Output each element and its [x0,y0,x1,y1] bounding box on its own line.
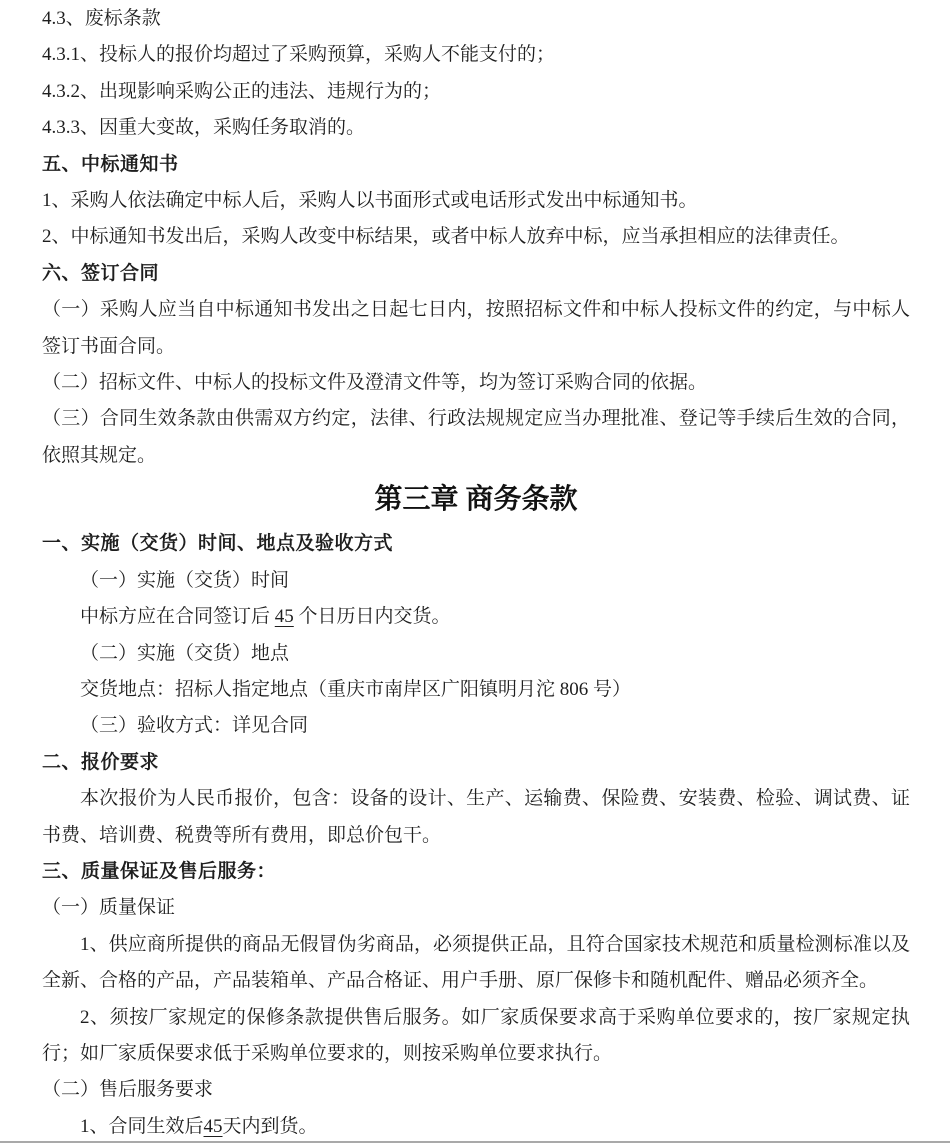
quote-requirement-text: 本次报价为人民币报价，包含：设备的设计、生产、运输费、保险费、安装费、检验、调试费、证书费、培训费、税费等所有费用，即总价包干。 [42,788,910,846]
ch3-section-3-heading: 三、质量保证及售后服务： [42,860,277,882]
delivery-time-heading: （一）实施（交货）时间 [80,569,290,591]
chapter-title: 第三章 商务条款 [374,484,578,516]
ch3-section-1-heading: 一、实施（交货）时间、地点及验收方式 [42,533,394,555]
acceptance-method: （三）验收方式：详见合同 [80,715,309,737]
delivery-place-text: 交货地点：招标人指定地点（重庆市南岸区广阳镇明月沱 806 号） [80,678,632,700]
text-segment: 1、合同生效后 [80,1115,204,1137]
clause-4-3-3: 4.3.3、因重大变故，采购任务取消的。 [42,117,366,139]
quality-guarantee-item-1: 1、供应商所提供的商品无假冒伪劣商品，必须提供正品，且符合国家技术规范和质量检测标准以及全新、合格的产品，产品装箱单、产品合格证、用户手册、原厂保修卡和随机配件、赠品必须齐全。 [42,933,910,992]
clause-4-3-1: 4.3.1、投标人的报价均超过了采购预算，采购人不能支付的； [42,44,556,66]
clause-4-3-2: 4.3.2、出现影响采购公正的违法、违规行为的； [42,80,442,102]
section-6-item-1: （一）采购人应当自中标通知书发出之日起七日内，按照招标文件和中标人投标文件的约定，与中标人签订书面合同。 [42,299,910,357]
section-6-heading: 六、签订合同 [42,262,160,284]
section-6-item-3: （三）合同生效条款由供需双方约定，法律、行政法规规定应当办理批准、登记等手续后生效的合同，依照其规定。 [42,408,910,466]
after-sales-heading: （二）售后服务要求 [42,1079,214,1101]
text-segment: 个日历日内交货。 [293,606,451,628]
ch3-section-2-heading: 二、报价要求 [42,751,160,773]
clause-4-3: 4.3、废标条款 [42,8,161,29]
underlined-value: 45 [274,606,294,628]
section-6-item-2: （二）招标文件、中标人的投标文件及澄清文件等，均为签订采购合同的依据。 [42,372,708,394]
underlined-value: 45 [203,1115,223,1137]
after-sales-item-1 [42,1109,910,1144]
quality-guarantee-item-2: 2、须按厂家规定的保修条款提供售后服务。如厂家质保要求高于采购单位要求的，按厂家规定执行；如厂家质保要求低于采购单位要求的，则按采购单位要求执行。 [42,1006,910,1064]
text-segment: 天内到货。 [222,1115,318,1137]
quality-guarantee-heading: （一）质量保证 [42,897,176,919]
section-5-item-1: 1、采购人依法确定中标人后，采购人以书面形式或电话形式发出中标通知书。 [42,190,698,212]
delivery-time-text [42,599,910,635]
section-5-heading: 五、中标通知书 [42,153,179,175]
section-5-item-2: 2、中标通知书发出后，采购人改变中标结果，或者中标人放弃中标，应当承担相应的法律责任。 [42,226,850,248]
page-bottom-rule [0,1141,950,1143]
delivery-place-heading: （二）实施（交货）地点 [80,642,290,664]
text-segment: 中标方应在合同签订后 [80,606,275,628]
